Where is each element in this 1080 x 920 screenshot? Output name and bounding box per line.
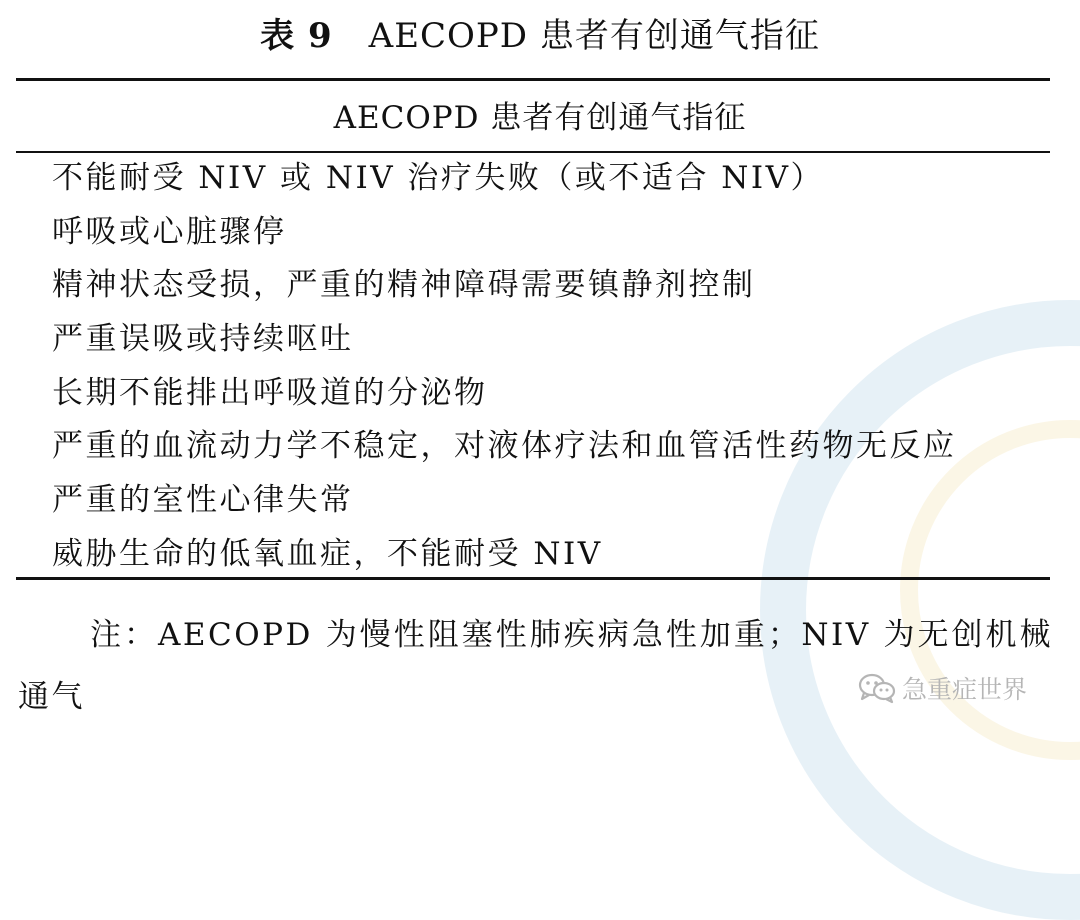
table-body	[52, 152, 957, 582]
table-number: 表 9	[260, 16, 333, 56]
table-row: 威胁生命的低氧血症，不能耐受 NIV	[52, 535, 603, 572]
top-rule	[16, 78, 1050, 81]
source-watermark	[858, 668, 1027, 708]
table-row: 呼吸或心脏骤停	[52, 213, 287, 250]
bottom-rule	[16, 577, 1050, 580]
table-row: 严重的室性心律失常	[52, 482, 354, 519]
source-label: 急重症世界	[902, 675, 1028, 704]
table-title	[0, 8, 1080, 57]
table-row: 长期不能排出呼吸道的分泌物	[52, 374, 488, 411]
table-header: AECOPD 患者有创通气指征	[333, 100, 747, 136]
table-row: 精神状态受损，严重的精神障碍需要镇静剂控制	[52, 267, 756, 304]
table-note: 注：AECOPD 为慢性阻塞性肺疾病急性加重；NIV 为无创机械通气	[18, 617, 1053, 715]
table-title-text: AECOPD 患者有创通气指征	[368, 16, 820, 56]
wechat-icon	[858, 672, 896, 704]
table-row: 不能耐受 NIV 或 NIV 治疗失败（或不适合 NIV）	[52, 160, 825, 196]
table-row: 严重的血流动力学不稳定，对液体疗法和血管活性药物无反应	[52, 428, 957, 465]
table-row: 严重误吸或持续呕吐	[52, 321, 354, 358]
